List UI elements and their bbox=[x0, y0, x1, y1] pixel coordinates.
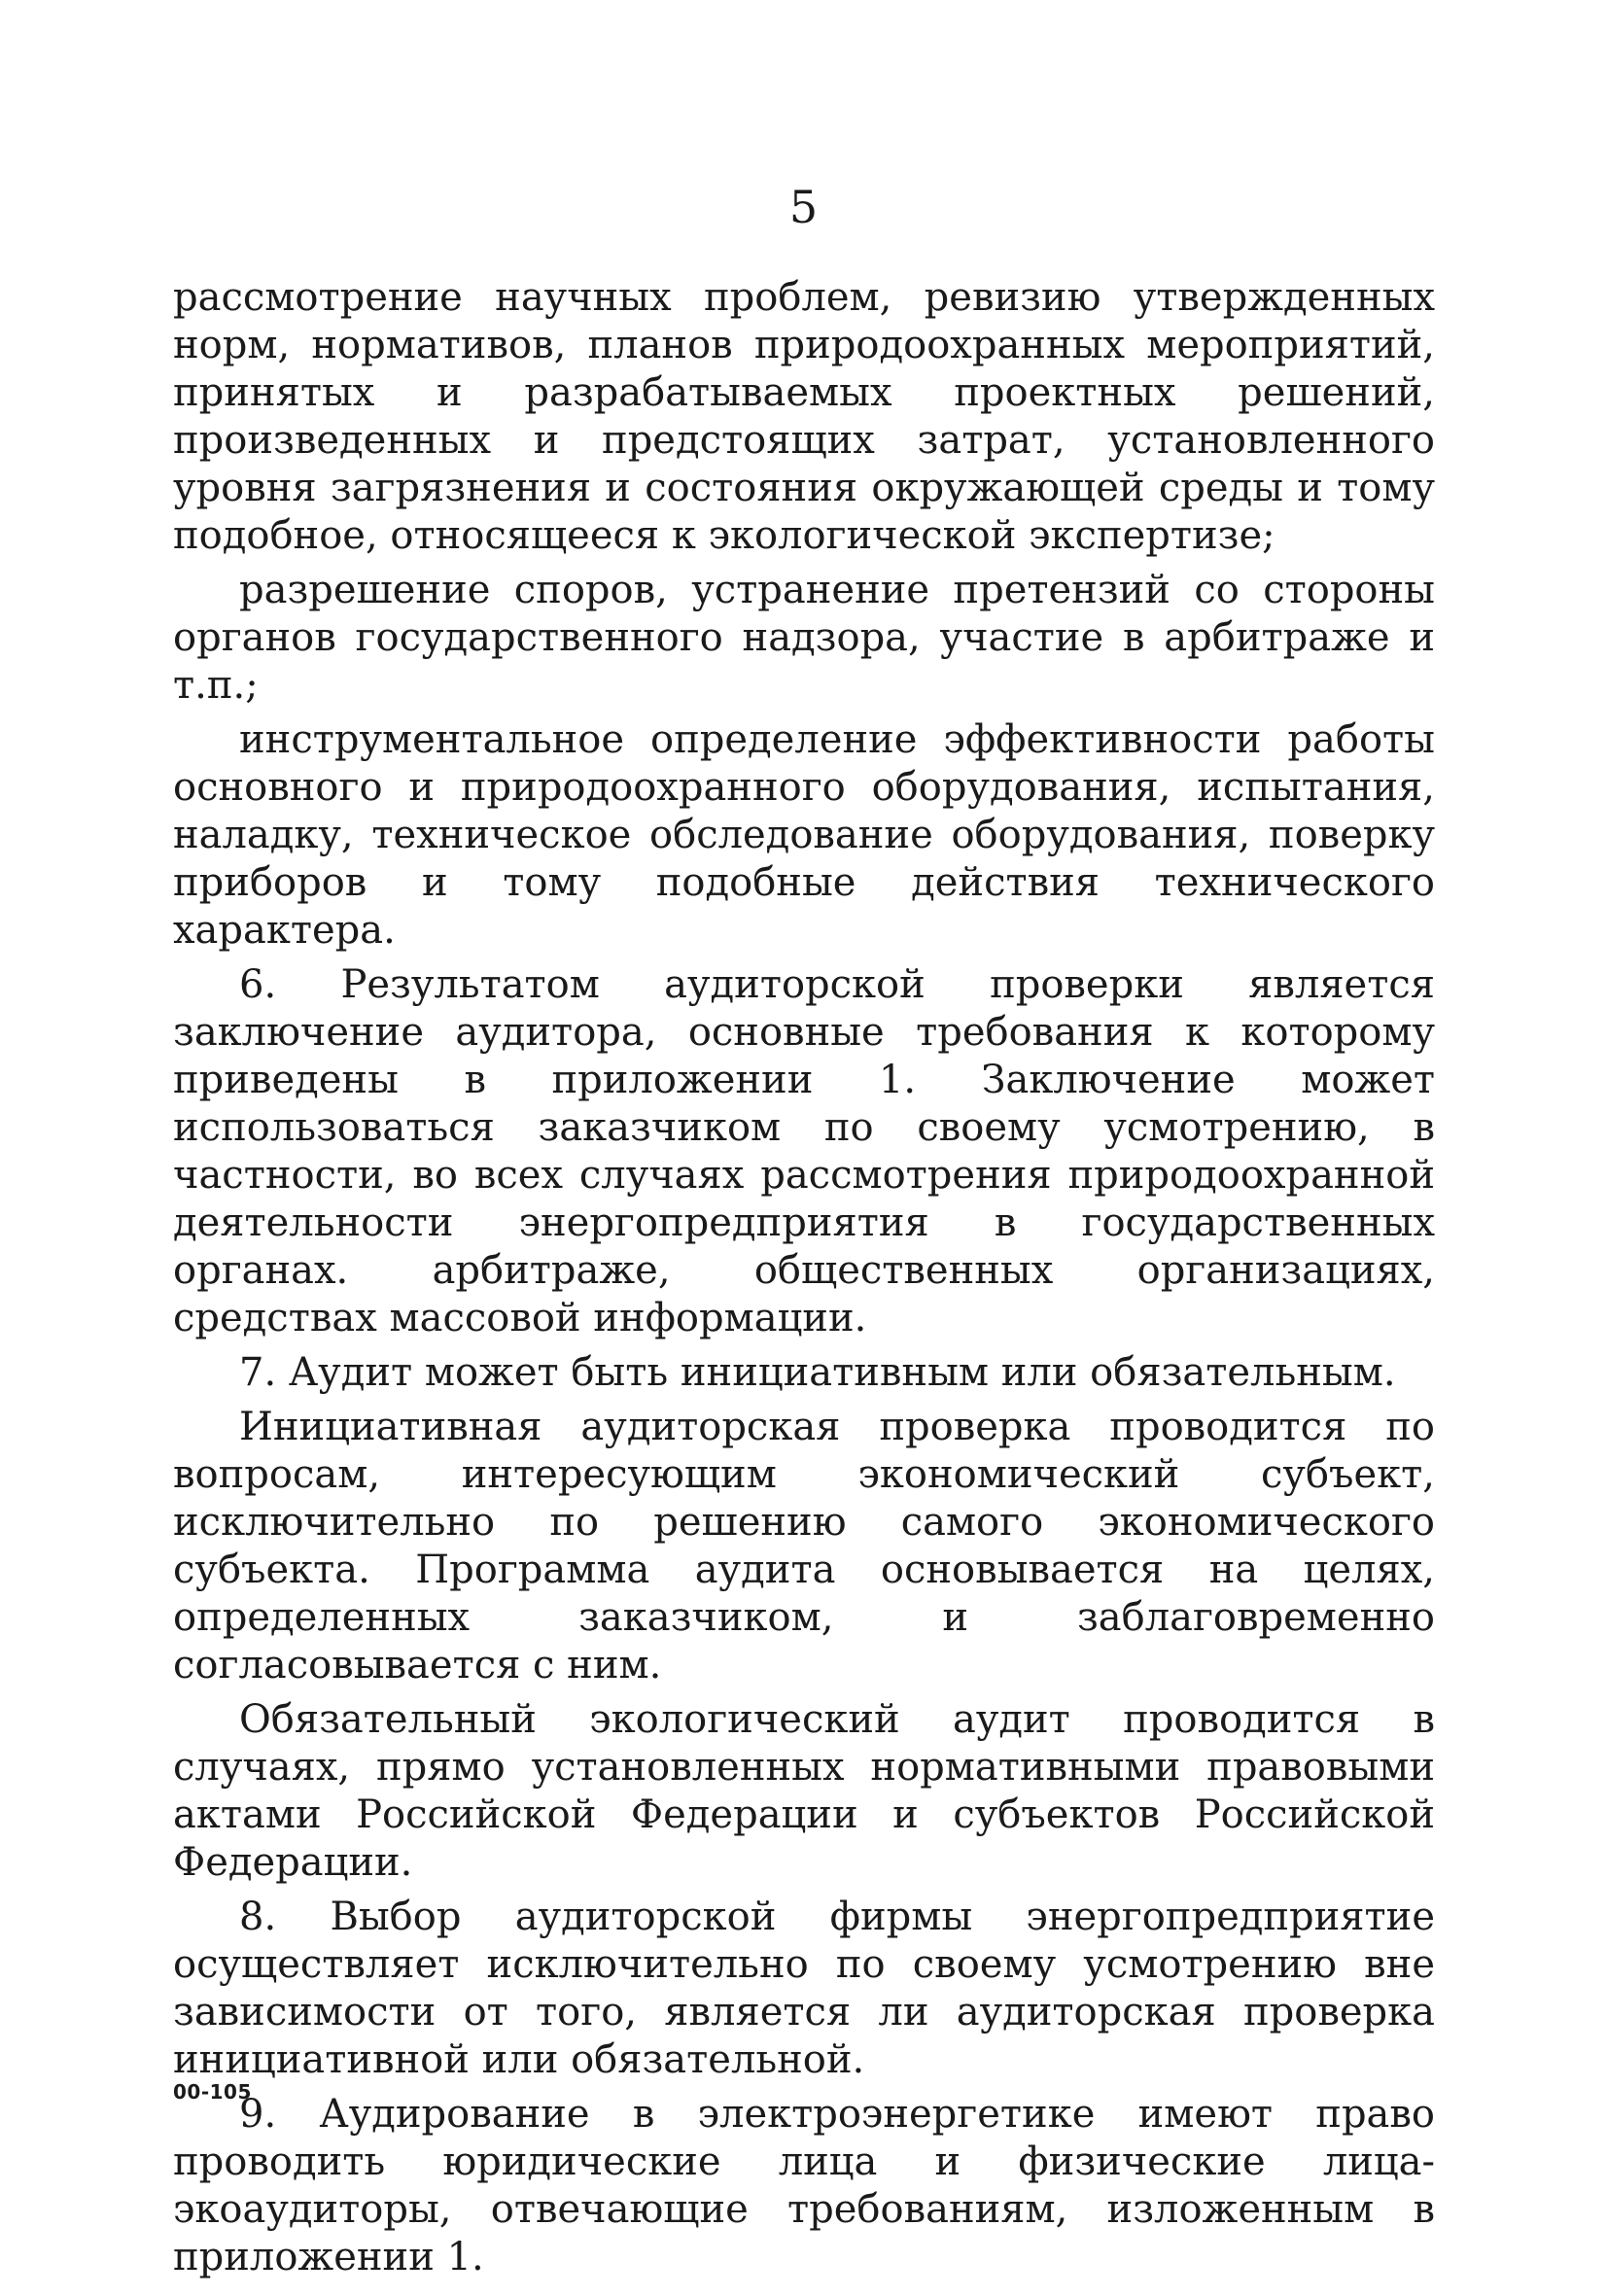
document-body bbox=[173, 274, 1435, 2288]
paragraph-instrumental-assessment: инструментальное определение эффективности работы основного и природоохранного оборудования, испытания, наладку, техническое обследование оборудования, поверку приборов и тому подобные действия технического характера. bbox=[173, 717, 1435, 953]
footer-print-code: 00-105 bbox=[173, 2080, 252, 2104]
paragraph-item-9: 9. Аудирование в электроэнергетике имеют право проводить юридические лица и физические лица-экоаудиторы, отвечающие требованиям, изложенным в приложении 1. bbox=[173, 2092, 1435, 2279]
page-number: 5 bbox=[788, 181, 819, 233]
paragraph-item-8: 8. Выбор аудиторской фирмы энергопредприятие осуществляет исключительно по своему усмотрению вне зависимости от того, является ли аудиторская проверка инициативной или обязательной. bbox=[173, 1895, 1435, 2082]
paragraph-item-6: 6. Результатом аудиторской проверки является заключение аудитора, основные требования к которому приведены в приложении 1. Заключение может использоваться заказчиком по своему усмотрению, в частности, во всех случаях рассмотрения природоохранной деятельности энергопредприятия в государственных органах. арбитраже, общественных организациях, средствах массовой информации. bbox=[173, 962, 1435, 1340]
paragraph-item-7: 7. Аудит может быть инициативным или обязательным. bbox=[239, 1350, 1396, 1395]
paragraph-expertise-continuation: рассмотрение научных проблем, ревизию утвержденных норм, нормативов, планов природоохранных мероприятий, принятых и разрабатываемых проектных решений, произведенных и предстоящих затрат, установленного уровня загрязнения и состояния окружающей среды и тому подобное, относящееся к экологической экспертизе; bbox=[173, 275, 1435, 558]
paragraph-mandatory-audit: Обязательный экологический аудит проводится в случаях, прямо установленных нормативными правовыми актами Российской Федерации и субъектов Российской Федерации. bbox=[173, 1697, 1435, 1885]
paragraph-initiative-audit: Инициативная аудиторская проверка проводится по вопросам, интересующим экономический субъект, исключительно по решению самого экономического субъекта. Программа аудита основывается на целях, определенных заказчиком, и заблаговременно согласовывается с ним. bbox=[173, 1405, 1435, 1687]
paragraph-dispute-resolution: разрешение споров, устранение претензий со стороны органов государственного надзора, участие в арбитраже и т.п.; bbox=[173, 568, 1435, 708]
